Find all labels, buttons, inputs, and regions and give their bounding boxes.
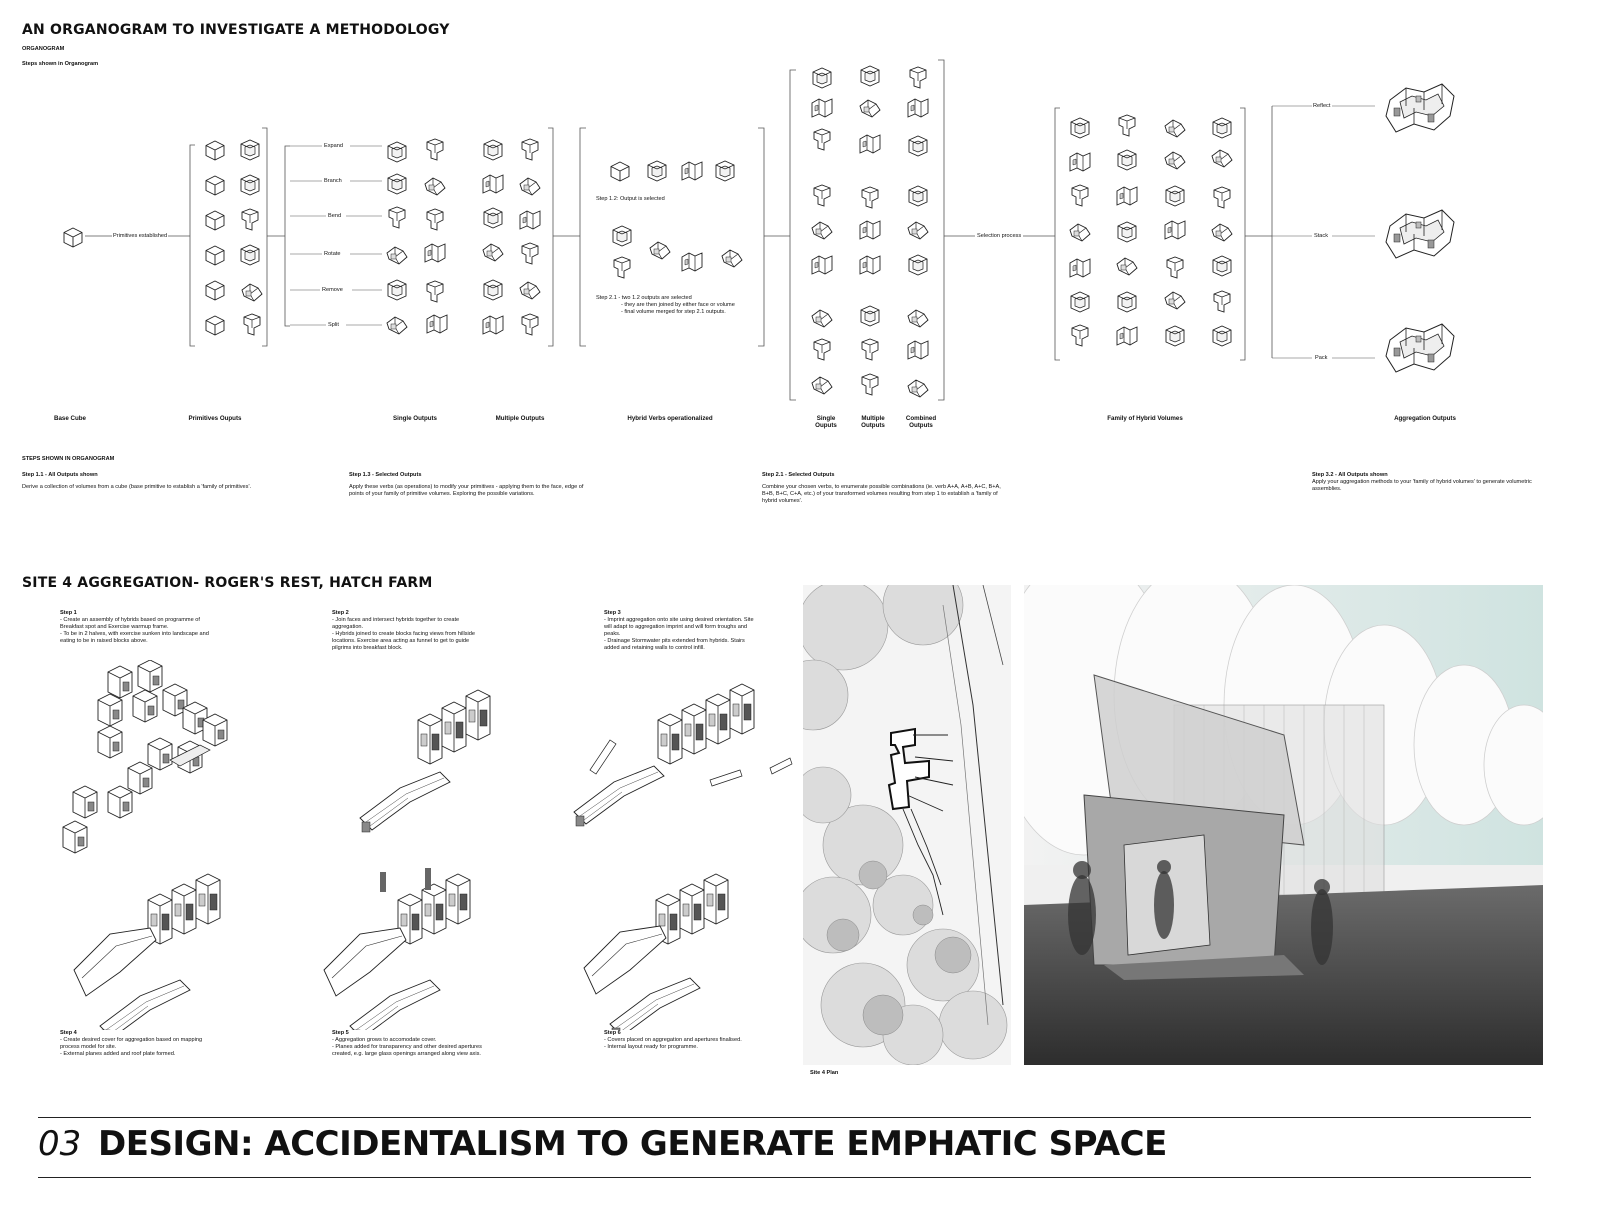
- organogram-subtitle: ORGANOGRAM: [22, 46, 65, 52]
- col-hybrid: Hybrid Verbs operationalized: [627, 415, 713, 422]
- footer-bottom-rule: [38, 1177, 1531, 1178]
- step-1-3-title: Step 1.3 - Selected Outputs: [349, 472, 422, 478]
- site-step-4-line-2: - External planes added and roof plate formed.: [60, 1051, 176, 1057]
- site-plan: [803, 585, 1011, 1065]
- col-base-cube: Base Cube: [54, 415, 86, 422]
- stack-aggregation: [1386, 210, 1454, 258]
- step-1-3-body: Apply these verbs (as operations) to modify your primitives - applying them to the face, edge of points of your family of primitive volumes. Exploring the possible variations.: [349, 484, 584, 497]
- primitives-established-label: Primitives established: [113, 233, 168, 239]
- step-1-1-body: Derive a collection of volumes from a cube (base primitive to establish a 'family of primitives'.: [22, 484, 252, 490]
- step-2-1-body: Combine your chosen verbs, to enumerate possible combinations (ie. verb A+A, A+B, A+C, B+A, B+B, B+C, C+A, etc.) of your transformed volumes resulting from step 1 to establish a 'family of hybrid volumes'.: [762, 484, 1001, 504]
- verb-branch: Branch: [324, 178, 342, 184]
- selection-process-label: Selection process: [977, 233, 1022, 239]
- verb-remove: Remove: [322, 287, 343, 293]
- col-single: Single Outputs: [393, 415, 437, 422]
- organogram-steps-label: Steps shown in Organogram: [22, 61, 99, 67]
- organogram-diagram: [0, 0, 1600, 440]
- footer-title: DESIGN: ACCIDENTALISM TO GENERATE EMPHATIC SPACE: [98, 1124, 1167, 1164]
- step-2-1-title: Step 2.1 - Selected Outputs: [762, 472, 835, 478]
- step21-line-2: - they are then joined by either face or volume: [621, 302, 735, 308]
- site-step-5: [332, 1030, 482, 1058]
- col-aggregation: Aggregation Outputs: [1394, 415, 1456, 422]
- site-plan-label: Site 4 Plan: [810, 1070, 839, 1076]
- site-step-2-line-2: - Hybrids joined to create blocks facing views from hillside locations. Exercise area acting as funnel to get to guide pilgrims into breakfast block.: [332, 631, 476, 651]
- site-step-5-line-2: - Planes added for transparency and other desired apertures created, e.g. large glass openings arranged along view axis.: [332, 1044, 482, 1057]
- hybrid-selected: [611, 161, 742, 278]
- site-step-1: [60, 610, 210, 645]
- site-step-4-title: Step 4: [60, 1030, 77, 1036]
- site-step-5-line-1: - Aggregation grows to accomodate cover.: [332, 1037, 437, 1043]
- step-3-2-title: Step 3.2 - All Outputs shown: [1312, 472, 1388, 478]
- pack-aggregation: [1386, 324, 1454, 372]
- footer-section-number: 03: [38, 1124, 82, 1164]
- step21-note: [596, 295, 766, 316]
- step-3-2-body: Apply your aggregation methods to your 'family of hybrid volumes' to generate volumetric assemblies.: [1312, 479, 1532, 492]
- single-outputs: [387, 139, 447, 334]
- site-step-2-line-1: - Join faces and intersect hybrids together to create aggregation.: [332, 617, 460, 630]
- method-reflect: Reflect: [1313, 103, 1331, 109]
- site-step-3-line-2: - Drainage Stormwater pits extended from hybrids. Stairs added and retaining walls to control infill.: [604, 638, 745, 651]
- col-combined: Combined Outputs: [905, 415, 937, 429]
- primitive-outputs: [206, 140, 262, 335]
- step-2-1: [762, 472, 1002, 505]
- site-step-3-title: Step 3: [604, 610, 621, 616]
- base-cube-icon: [64, 228, 82, 247]
- site-step-2: [332, 610, 482, 652]
- verb-split: Split: [328, 322, 339, 328]
- col-multiple-2: Multiple Outputs: [861, 415, 885, 429]
- multiple-outputs: [483, 139, 540, 335]
- site-step-6: [604, 1030, 754, 1051]
- col-single-2: Single Ouputs: [815, 415, 837, 429]
- site-step-1-line-1: - Create an assembly of hybrids based on programme of Breakfast spot and Exercise warmup frame.: [60, 617, 200, 630]
- site-title: SITE 4 AGGREGATION- ROGER'S REST, HATCH FARM: [22, 575, 433, 591]
- verb-expand: Expand: [324, 143, 343, 149]
- site-step-5-title: Step 5: [332, 1030, 349, 1036]
- col-multiple: Multiple Outputs: [495, 415, 545, 422]
- footer-top-rule: [38, 1117, 1531, 1118]
- site-step-4: [60, 1030, 210, 1058]
- step21-line-3: - final volume merged for step 2.1 outputs.: [621, 309, 726, 315]
- aggregation-axonometrics: [40, 660, 800, 1030]
- site-step-6-line-2: - Internal layout ready for programme.: [604, 1044, 698, 1050]
- method-stack: Stack: [1314, 233, 1328, 239]
- site-step-1-title: Step 1: [60, 610, 77, 616]
- perspective-render: [1024, 585, 1543, 1065]
- site-step-6-title: Step 6: [604, 1030, 621, 1036]
- step-1-3: [349, 472, 584, 498]
- verb-rotate: Rotate: [324, 251, 341, 257]
- step21-line-1: Step 2.1 - two 1.2 outputs are selected: [596, 295, 692, 301]
- site-step-1-line-2: - To be in 2 halves, with exercise sunken into landscape and eating to be in raised blocks above.: [60, 631, 209, 644]
- verb-bend: Bend: [328, 213, 342, 219]
- steps-shown-heading: STEPS SHOWN IN ORGANOGRAM: [22, 456, 115, 462]
- method-pack: Pack: [1315, 355, 1328, 361]
- step-3-2: [1312, 472, 1547, 493]
- step12-label: Step 1.2: Output is selected: [596, 196, 665, 202]
- combined-outputs: [812, 66, 928, 397]
- site-step-3-line-1: - Imprint aggregation onto site using desired orientation. Site will adapt to aggregation imprint and will form troughs and peaks.: [604, 617, 754, 637]
- col-family: Family of Hybrid Volumes: [1107, 415, 1183, 422]
- site-step-3: [604, 610, 754, 652]
- step-1-1-title: Step 1.1 - All Outputs shown: [22, 472, 98, 478]
- reflect-aggregation: [1386, 84, 1454, 132]
- col-primitives: Primitives Ouputs: [188, 415, 242, 422]
- step-1-1: [22, 472, 262, 491]
- site-step-4-line-1: - Create desired cover for aggregation based on mapping process model for site.: [60, 1037, 203, 1050]
- site-step-2-title: Step 2: [332, 610, 349, 616]
- site-step-6-line-1: - Covers placed on aggregation and apertures finalised.: [604, 1037, 742, 1043]
- family-hybrid-volumes: [1070, 115, 1232, 346]
- organogram-title: AN ORGANOGRAM TO INVESTIGATE A METHODOLOGY: [22, 22, 450, 38]
